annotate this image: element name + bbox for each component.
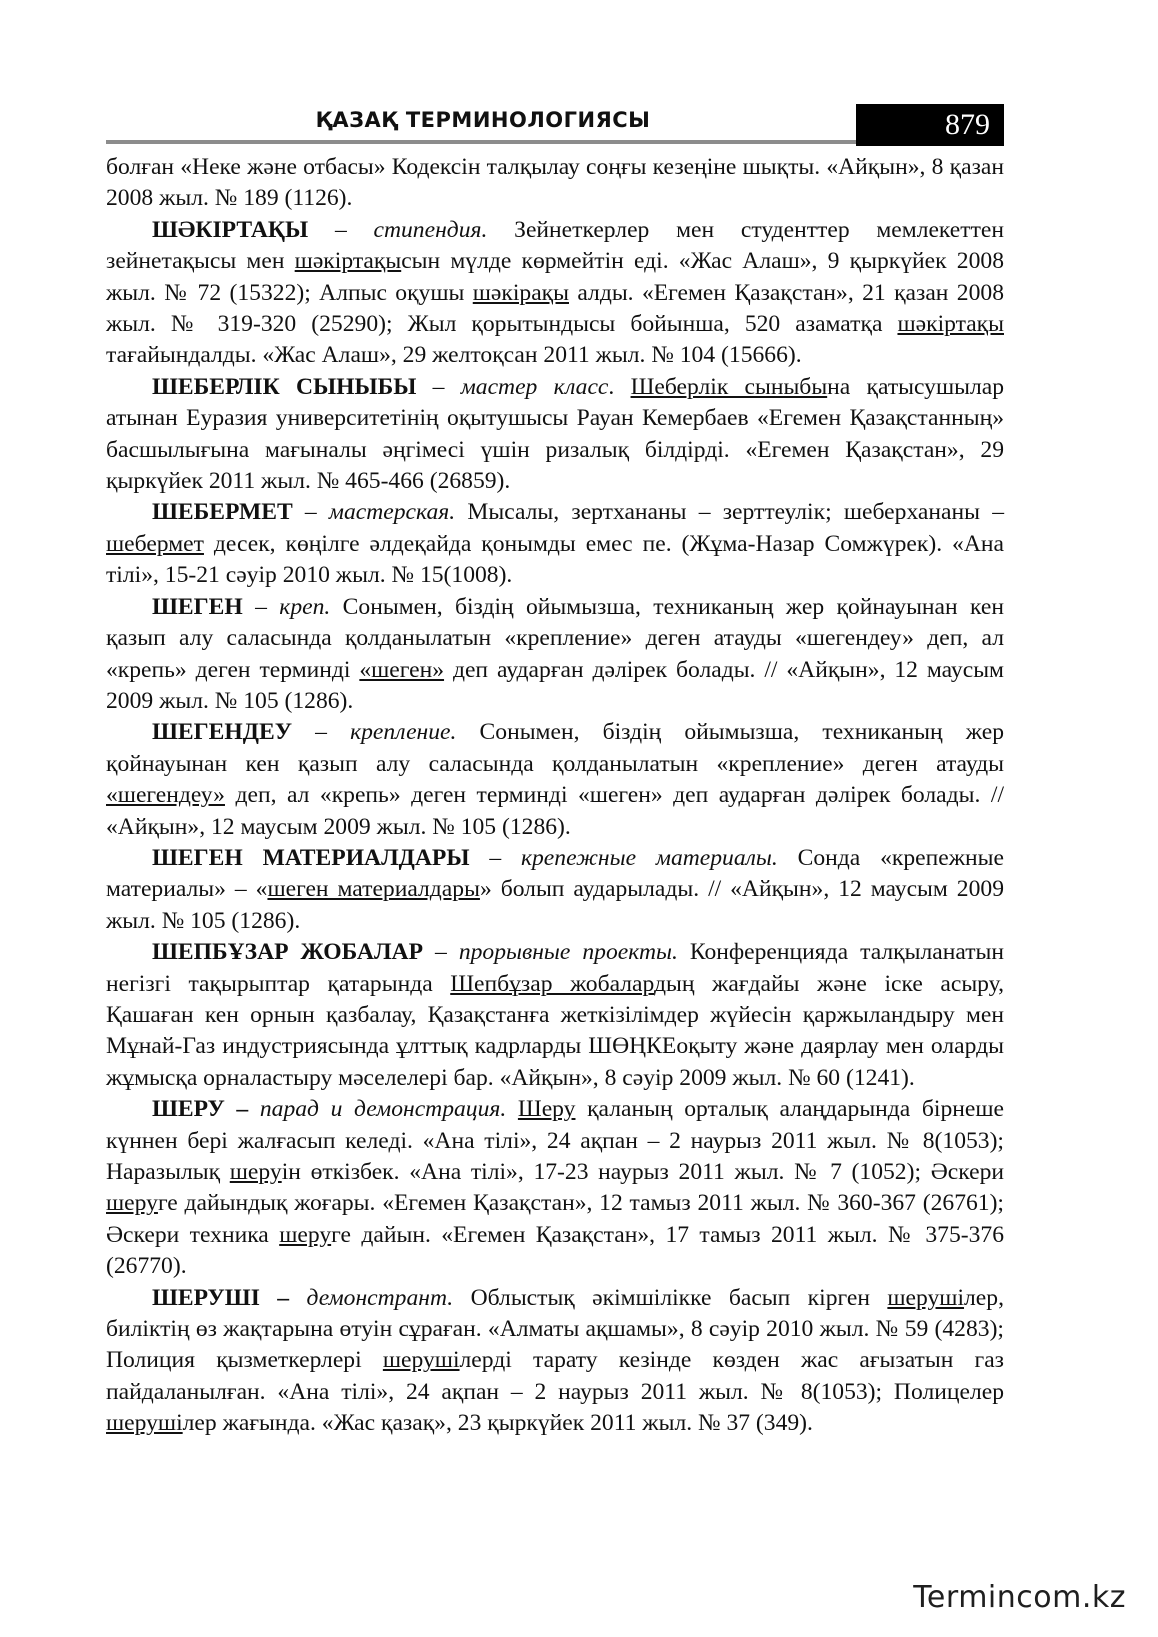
entry-usage-highlight: шәкіртақы [294,248,402,275]
entry-headword: ШЕБЕРЛІК СЫНЫБЫ [152,373,417,400]
entry-text: » болып аударылады. // «Айқын», 12 маусым 2009 жыл. № 105 (1286). [106,876,1004,934]
entry-russian-gloss: мастер класс [460,373,609,400]
entry-text: ін өткізбек. «Ана тілі», 17-23 наурыз 2011 жыл. № 7 (1052); Әскери [281,1159,1004,1185]
entry-usage-highlight: шебермет [106,530,204,557]
entry-text: Мысалы, зертхананы – зерттеулік; шеберхананы – [455,499,1004,526]
dictionary-entry [106,497,1004,591]
entry-text: на қатысушылар атынан Еуразия университетінің оқытушысы Рауан Кемербаев «Егемен Қазақстанның» басшылығына мағыналы әңгімесі үшін ризалық білдірді. «Егемен Қазақстан», 29 қыркүйек 2011 жыл. № 465-466 (26859). [106,373,1005,495]
entry-usage-highlight: шеруші [887,1284,965,1311]
entry-russian-gloss: крепежные материалы. [520,844,778,871]
entry-russian-gloss: мастерская. [328,499,456,526]
entry-text: деп, ал «крепь» деген терминді «шеген» деп аударған дәлірек болады. // «Айқын», 12 маусым 2009 жыл. № 105 (1286). [106,782,1004,840]
entry-text: Сонымен, біздің ойымызша, техниканың жер қойнауынан кен қазып алу саласында қолданылатын «крепление» деген атауды «шегендеу» деп, ал «крепь» деген терминді [106,593,1004,683]
continued-paragraph [106,152,1004,215]
entry-text: – [308,216,374,243]
entry-text: . [608,373,631,400]
entry-text: лер, биліктің өз жақтарына өтуін сұраған. «Алматы ақшамы», 8 сәуір 2010 жыл. № 59 (4283); Полиция қызметкерлері [106,1284,1004,1374]
entry-text: Облыстық әкімшілікке басып кірген [453,1284,888,1311]
entry-headword: ШЕРУШІ – [152,1284,290,1311]
dictionary-entry [106,215,1004,372]
dictionary-entry [106,1094,1004,1282]
entry-usage-highlight: шеруші [382,1347,460,1374]
entry-text [248,1096,260,1122]
dictionary-entry [106,592,1004,718]
entry-usage-highlight: шеген материалдары [267,876,480,903]
entry-headword: ШЕГЕНДЕУ [152,719,293,746]
dictionary-entry [106,937,1004,1094]
entry-usage-highlight: Шепбұзар жобалар [450,970,655,997]
entry-text: тағайындалды. «Жас Алаш», 29 желтоқсан 2011 жыл. № 104 (15666). [106,342,802,369]
entry-text [289,1285,306,1311]
page-number: 879 [856,104,1004,146]
header-rule [106,140,860,144]
entry-russian-gloss: крепление. [350,719,457,746]
dictionary-entry [106,843,1004,937]
entry-text: деп аударған дәлірек болады. // «Айқын», 12 маусым 2009 жыл. № 105 (1286). [106,656,1004,714]
entry-text: – [469,844,521,871]
entry-text: болған «Неке және отбасы» Кодексін талқылау соңғы кезеңіне шықты. «Айқын», 8 қазан 2008 жыл. № 189 (1126). [106,154,1004,212]
entry-text: – [292,499,329,526]
dictionary-entry [106,717,1004,843]
entry-text: лер жағында. «Жас қазақ», 23 қыркүйек 2011 жыл. № 37 (349). [182,1410,813,1437]
entry-headword: ШӘКІРТАҚЫ [152,216,309,243]
entry-text: десек, көңілге әлдеқайда қонымды емес пе. (Жұма-Назар Сомжүрек). «Ана тілі», 15-21 сәуір 2010 жыл. № 15(1008). [106,530,1004,589]
dictionary-entry [106,1283,1004,1440]
entry-usage-highlight: шеру [279,1221,332,1248]
site-watermark: Termincom.kz [913,1580,1126,1615]
entry-usage-highlight: Шеру [517,1096,576,1123]
entry-text: Сонымен, біздің ойымызша, техниканың жер қойнауынан кен қазып алу саласында қолданылатын «крепление» деген атауды [106,719,1005,777]
running-header [106,104,1004,146]
entry-usage-highlight: шәкірақы [472,279,569,306]
dictionary-body [106,152,1004,1440]
entry-text [506,1096,518,1122]
entry-headword: ШЕГЕН МАТЕРИАЛДАРЫ [152,844,470,871]
entry-text: ге дайын. «Егемен Қазақстан», 17 тамыз 2011 жыл. № 375-376 (26770). [106,1221,1004,1280]
entry-text: алды. «Егемен Қазақстан», 21 қазан 2008 жыл. № 319-320 (25290); Жыл қорытындысы бойынша, 520 азаматқа [106,279,1004,338]
entry-russian-gloss: стипендия. [373,216,488,243]
entry-headword: ШЕБЕРМЕТ [152,499,293,526]
entry-russian-gloss: демонстрант. [306,1284,454,1311]
entry-russian-gloss: креп. [279,593,331,620]
entry-russian-gloss: парад и демонстрация. [259,1096,507,1123]
entry-text: – [416,373,461,400]
entry-text: сын мүлде көрмейтін еді. «Жас Алаш», 9 қыркүйек 2008 жыл. № 72 (15322); Алпыс оқушы [106,248,1004,306]
entry-text: – [292,719,351,746]
entry-usage-highlight: Шеберлік сыныбы [630,373,828,400]
entry-headword: ШЕРУ – [152,1096,249,1123]
entry-usage-highlight: шәкіртақы [897,311,1004,338]
entry-usage-highlight: «шеген» [359,656,445,683]
entry-russian-gloss: прорывные проекты. [458,939,678,966]
entry-text: Конференцияда талқыланатын негізгі тақырыптар қатарында [106,939,1005,997]
entry-text: Зейнеткерлер мен студенттер мемлекеттен зейнетақысы мен [106,216,1005,275]
entry-usage-highlight: шеруші [106,1410,183,1437]
entry-text: – [423,939,459,966]
entry-headword: ШЕПБҰЗАР ЖОБАЛАР [152,939,423,966]
entry-text: ге дайындық жоғары. «Егемен Қазақстан», 12 тамыз 2011 жыл. № 360-367 (26761); Әскери техника [106,1190,1004,1248]
entry-text: Сонда «крепежные материалы» – « [106,844,1004,903]
entry-text: – [242,593,280,620]
dictionary-entry [106,372,1004,498]
entry-usage-highlight: шеру [106,1190,158,1217]
entry-headword: ШЕГЕН [152,593,243,620]
entry-usage-highlight: шеру [229,1159,282,1185]
entry-text: қаланың орталық алаңдарында бірнеше күннен бері жалғасып келеді. «Ана тілі», 24 ақпан – 2 наурыз 2011 жыл. № 8(1053); Наразылық [106,1096,1004,1185]
entry-text: дың жағдайы және іске асыру, Қашаған кен орнын қазбалау, Қазақстанға жеткізілімдер жүйесін қаржыландыру мен Мұнай-Газ индустриясында ұлттық кадрларды ШӨҢКЕоқыту және даярлау мен оларды жұмысқа орналастыру мәселелері бар. «Айқын», 8 сәуір 2009 жыл. № 60 (1241). [106,970,1004,1091]
running-header-title: ҚАЗАҚ ТЕРМИНОЛОГИЯСЫ [315,108,651,132]
entry-text: лерді тарату кезінде көзден жас ағызатын газ пайдаланылған. «Ана тілі», 24 ақпан – 2 наурыз 2011 жыл. № 8(1053); Полицелер [106,1347,1005,1405]
entry-usage-highlight: «шегендеу» [106,782,225,809]
